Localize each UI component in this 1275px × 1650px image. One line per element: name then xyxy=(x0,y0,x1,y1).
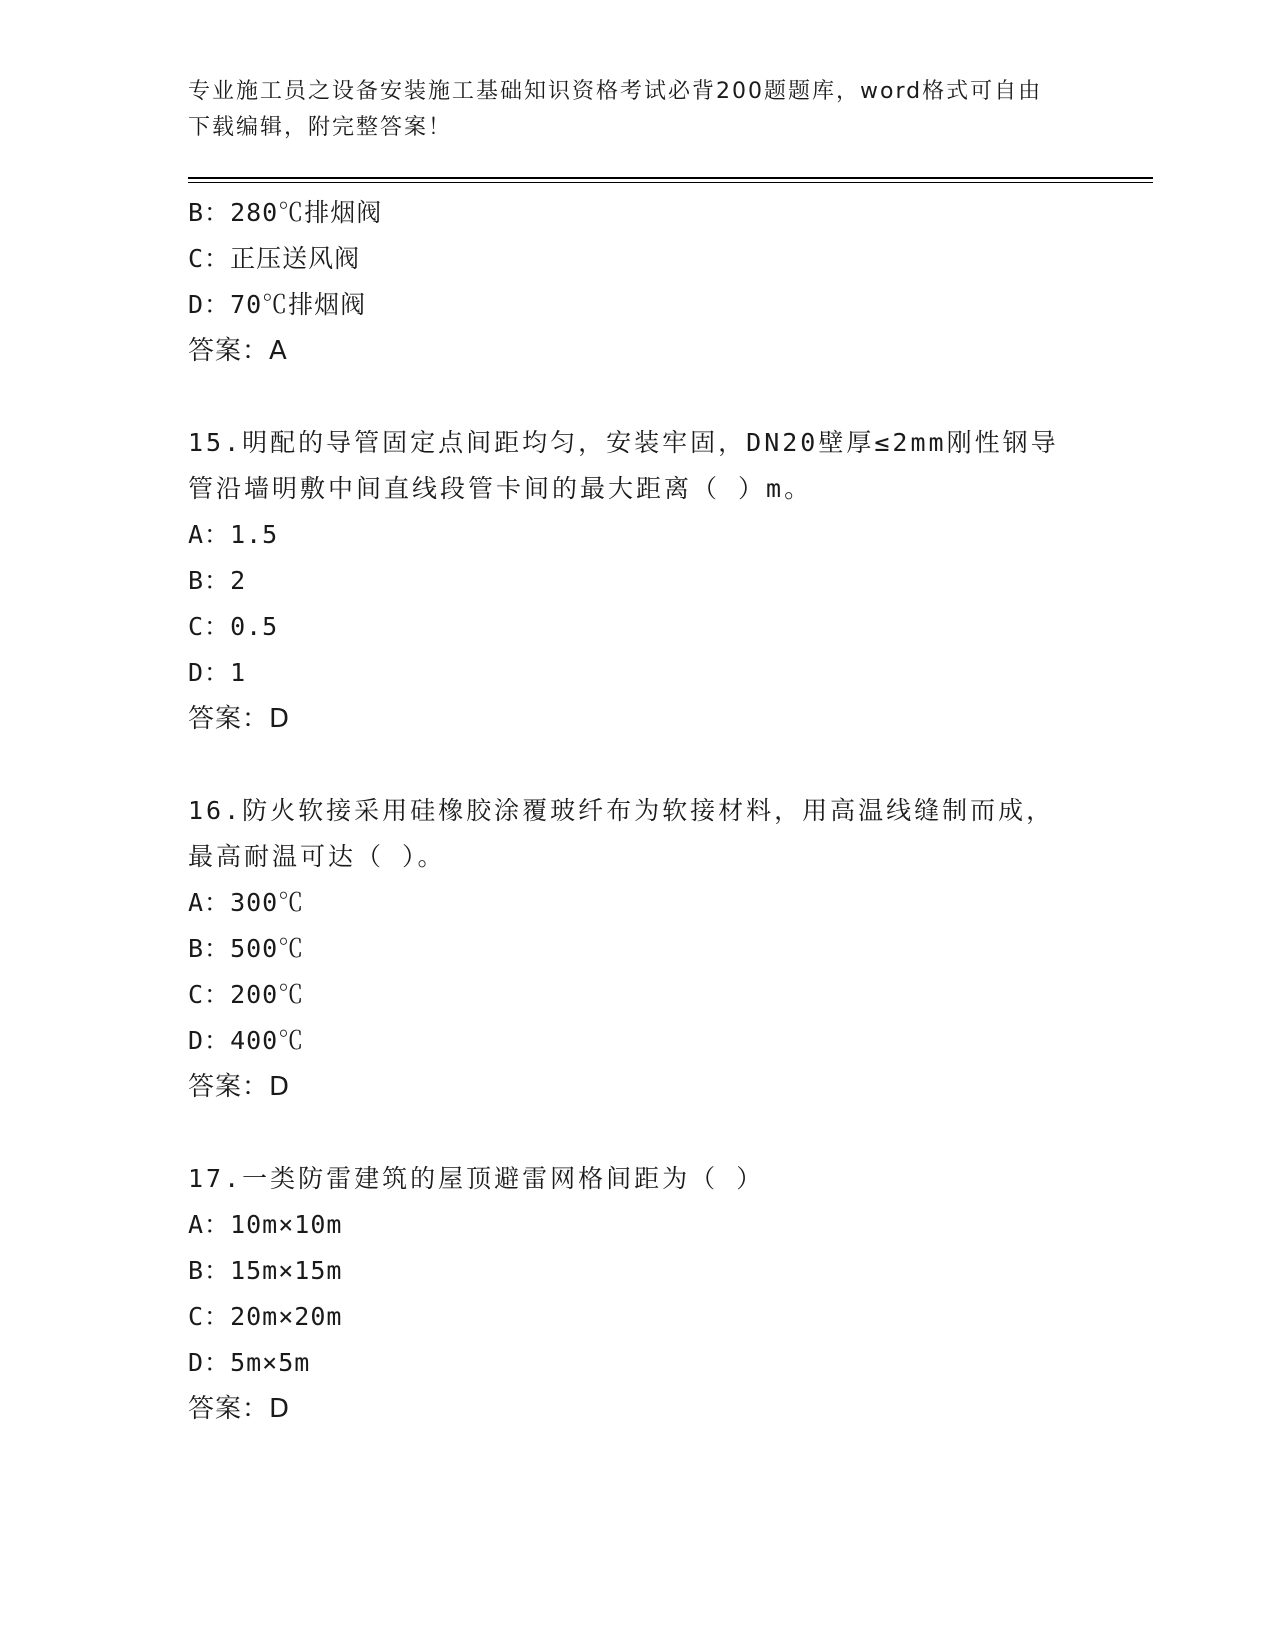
option-label: C： xyxy=(188,1302,231,1331)
option-text: 20m×20m xyxy=(230,1302,343,1331)
option-text: 200℃ xyxy=(230,980,305,1009)
option-c xyxy=(188,604,1088,650)
option-text: 400℃ xyxy=(230,1026,305,1055)
option-label: A： xyxy=(188,1210,231,1239)
option-b xyxy=(188,926,1088,972)
answer-line: 答案：D xyxy=(188,1394,291,1424)
header-divider-thick xyxy=(188,177,1153,179)
question-stem-line-2: 管沿墙明敷中间直线段管卡间的最大距离（ ）m。 xyxy=(188,474,813,503)
option-label: A： xyxy=(188,520,231,549)
option-d xyxy=(188,1340,1088,1386)
option-d xyxy=(188,282,1088,328)
option-text: 5m×5m xyxy=(230,1348,311,1377)
option-c xyxy=(188,972,1088,1018)
header-title-line-2: 下载编辑，附完整答案！ xyxy=(188,115,453,140)
option-b xyxy=(188,558,1088,604)
option-label: B： xyxy=(188,198,231,227)
option-text: 2 xyxy=(230,566,247,595)
option-label: B： xyxy=(188,1256,231,1285)
option-a xyxy=(188,1202,1088,1248)
question-stem-line-1: 16.防火软接采用硅橡胶涂覆玻纤布为软接材料，用高温线缝制而成， xyxy=(188,796,1055,825)
question-stem-line-2: 最高耐温可达（ ）。 xyxy=(188,842,446,871)
option-text: 正压送风阀 xyxy=(230,244,361,273)
answer-line: 答案：A xyxy=(188,336,288,366)
option-text: 1 xyxy=(230,658,247,687)
answer-line: 答案：D xyxy=(188,704,291,734)
option-label: D： xyxy=(188,290,231,319)
option-label: D： xyxy=(188,1026,231,1055)
spacer xyxy=(188,742,1088,788)
question-stem-line-1: 17.一类防雷建筑的屋顶避雷网格间距为（ ） xyxy=(188,1164,765,1193)
option-b xyxy=(188,1248,1088,1294)
answer-line: 答案：D xyxy=(188,1072,291,1102)
option-label: C： xyxy=(188,612,231,641)
option-label: A： xyxy=(188,888,231,917)
option-a xyxy=(188,880,1088,926)
option-label: C： xyxy=(188,980,231,1009)
option-text: 500℃ xyxy=(230,934,305,963)
header-title-line-1: 专业施工员之设备安装施工基础知识资格考试必背200题题库，word格式可自由 xyxy=(188,79,1043,104)
question-15 xyxy=(188,420,1088,742)
spacer xyxy=(188,1110,1088,1156)
question-list xyxy=(188,190,1088,1432)
option-text: 1.5 xyxy=(230,520,279,549)
option-b xyxy=(188,190,1088,236)
option-label: B： xyxy=(188,566,231,595)
option-text: 10m×10m xyxy=(230,1210,343,1239)
option-c xyxy=(188,1294,1088,1340)
option-text: 280℃排烟阀 xyxy=(230,198,383,227)
spacer xyxy=(188,374,1088,420)
option-text: 300℃ xyxy=(230,888,305,917)
option-text: 15m×15m xyxy=(230,1256,343,1285)
prev-question-block xyxy=(188,190,1088,374)
option-label: C： xyxy=(188,244,231,273)
question-16 xyxy=(188,788,1088,1110)
option-label: B： xyxy=(188,934,231,963)
option-text: 70℃排烟阀 xyxy=(230,290,367,319)
question-17 xyxy=(188,1156,1088,1432)
option-d xyxy=(188,650,1088,696)
header-divider-thin xyxy=(188,182,1153,183)
question-stem-line-1: 15.明配的导管固定点间距均匀，安装牢固，DN20壁厚≤2mm刚性钢导 xyxy=(188,428,1059,457)
option-c xyxy=(188,236,1088,282)
option-text: 0.5 xyxy=(230,612,279,641)
option-label: D： xyxy=(188,658,231,687)
option-label: D： xyxy=(188,1348,231,1377)
option-a xyxy=(188,512,1088,558)
option-d xyxy=(188,1018,1088,1064)
document-header xyxy=(188,74,1068,146)
